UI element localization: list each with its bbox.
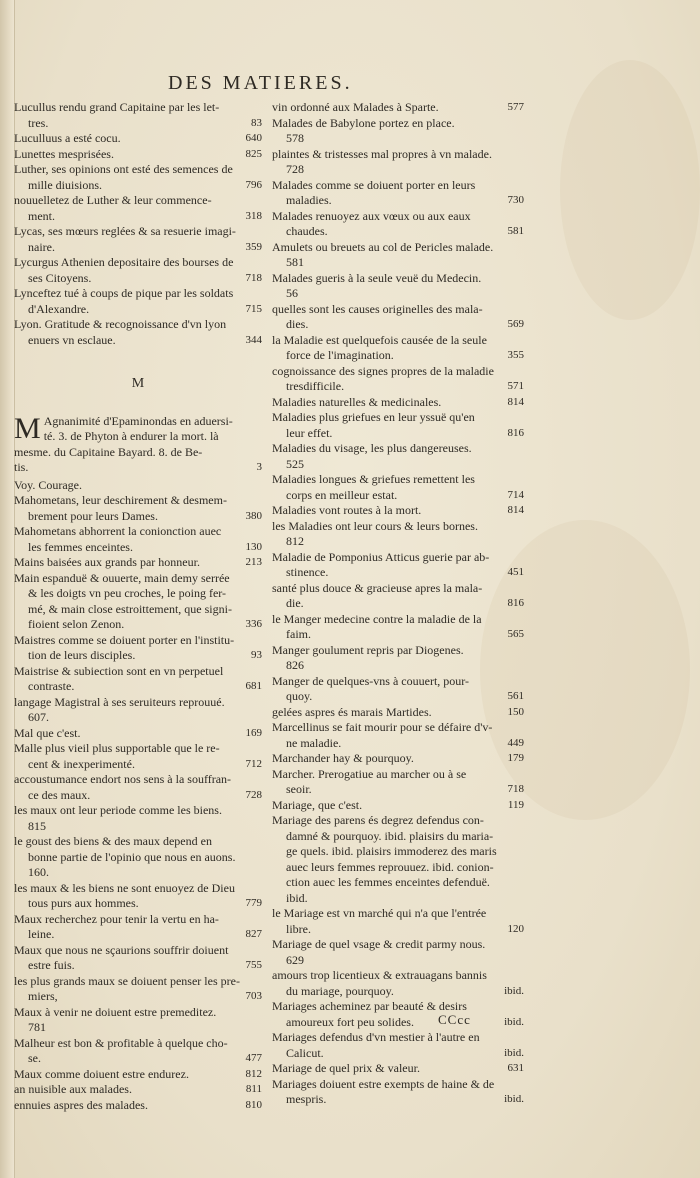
page-number: 640 bbox=[245, 132, 262, 144]
index-entry bbox=[14, 741, 262, 772]
entry-line: les plus grands maux se doiuent penser les pre- bbox=[14, 973, 240, 988]
entry-line: mesme. du Capitaine Bayard. 8. de Be- bbox=[14, 444, 203, 459]
entry-line: Voy. Courage. bbox=[14, 477, 82, 492]
page-number: 451 bbox=[507, 566, 524, 578]
entry-line: Mariage de quel vsage & credit parmy nous. bbox=[272, 937, 486, 951]
entry-line: Lyon. Gratitude & recognoissance d'vn lyon bbox=[14, 317, 227, 331]
entry-line: Lycurgus Athenien depositaire des bourses de bbox=[14, 255, 234, 269]
page-number: 477 bbox=[245, 1052, 262, 1064]
index-entry bbox=[272, 612, 524, 643]
page-number: 3 bbox=[256, 461, 262, 473]
page-number: 577 bbox=[507, 101, 524, 113]
entry-line: die. bbox=[286, 596, 304, 610]
entry-line: corps en meilleur estat. bbox=[286, 487, 398, 502]
page-number: 83 bbox=[251, 116, 262, 129]
page-number: 355 bbox=[507, 349, 524, 361]
entry-line: se. bbox=[28, 1051, 41, 1065]
entry-line: Maux comme doiuent estre endurez. bbox=[14, 1066, 189, 1081]
page-number: 811 bbox=[245, 1083, 262, 1095]
page-number: 565 bbox=[507, 628, 524, 640]
entry-line: quelles sont les causes originelles des mala- bbox=[272, 301, 483, 316]
entry-line: & les doigts vn peu croches, le poing fer- bbox=[28, 586, 227, 600]
index-entry bbox=[272, 364, 524, 395]
index-entry bbox=[272, 178, 524, 209]
entry-line: 826 bbox=[286, 658, 304, 672]
entry-line: Maladies longues & griefues remettent les bbox=[272, 472, 475, 486]
entry-line: Agnanimité d'Epaminondas en aduersi- bbox=[43, 413, 233, 428]
index-entry bbox=[272, 271, 524, 302]
entry-line: mille diuisions. bbox=[28, 177, 103, 192]
page-number: 715 bbox=[245, 302, 262, 315]
page-number: 569 bbox=[507, 318, 524, 330]
entry-line: leur effet. bbox=[286, 425, 333, 440]
entry-line: 525 bbox=[286, 456, 304, 471]
index-entry bbox=[272, 705, 524, 721]
entry-line: nouuelletez de Luther & leur commence- bbox=[14, 193, 212, 207]
entry-line: faim. bbox=[286, 627, 311, 641]
index-entry bbox=[14, 1036, 262, 1067]
entry-line: Lunettes mesprisées. bbox=[14, 146, 114, 161]
index-entry bbox=[14, 493, 262, 524]
entry-line: ment. bbox=[28, 208, 55, 223]
entry-line: dies. bbox=[286, 317, 309, 331]
entry-line: Lycas, ses mœurs reglées & sa resuerie imagi- bbox=[14, 224, 236, 238]
entry-line: Marchander hay & pourquoy. bbox=[272, 751, 414, 765]
entry-line: Lucullus rendu grand Capitaine par les let- bbox=[14, 100, 220, 114]
entry-line: amours trop licentieux & extrauagans bannis bbox=[272, 968, 487, 982]
page-gutter bbox=[0, 0, 15, 1178]
page-number: 816 bbox=[507, 597, 524, 609]
entry-line: 607. bbox=[28, 710, 49, 724]
entry-line: 578 bbox=[286, 131, 304, 145]
page-number: 827 bbox=[245, 928, 262, 940]
entry-line: damné & pourquoy. ibid. plaisirs du maria- bbox=[286, 828, 494, 843]
index-entry bbox=[14, 1098, 262, 1114]
page-number: 814 bbox=[507, 504, 524, 516]
entry-line: Mariages defendus d'vn mestier à l'autre en bbox=[272, 1030, 480, 1044]
entry-line: Mariages acheminez par beauté & desirs bbox=[272, 999, 467, 1013]
entry-line: le Mariage est vn marché qui n'a que l'entrée bbox=[272, 906, 487, 920]
entry-line: Mahometans, leur deschirement & desmem- bbox=[14, 493, 227, 507]
index-entry bbox=[272, 767, 524, 798]
index-column-left bbox=[14, 100, 262, 1113]
page-number: 816 bbox=[507, 426, 524, 439]
index-column-right bbox=[272, 100, 524, 1108]
index-entry bbox=[272, 798, 524, 814]
entry-line: leine. bbox=[28, 927, 55, 941]
entry-line: chaudes. bbox=[286, 224, 328, 238]
entry-line: Malades comme se doiuent porter en leurs bbox=[272, 177, 476, 192]
entry-line: ses Citoyens. bbox=[28, 270, 92, 285]
entry-line: Malades renuoyez aux vœux ou aux eaux bbox=[272, 208, 471, 223]
page-number: 718 bbox=[245, 271, 262, 284]
index-entry bbox=[272, 240, 524, 271]
entry-line: Mahometans abhorrent la conionction auec bbox=[14, 524, 222, 538]
index-entry bbox=[272, 395, 524, 411]
index-entry bbox=[272, 1061, 524, 1077]
index-entry bbox=[272, 999, 524, 1030]
page-number: 779 bbox=[245, 897, 262, 909]
index-entry bbox=[14, 912, 262, 943]
entry-line: 56 bbox=[286, 286, 298, 300]
entry-line: Marcellinus se fait mourir pour se défaire d'v- bbox=[272, 720, 493, 734]
index-entry bbox=[14, 317, 262, 348]
entry-line: estre fuis. bbox=[28, 958, 75, 972]
entry-line: cent & inexperimenté. bbox=[28, 756, 135, 771]
entry-line: Maistrise & subiection sont en vn perpetuel bbox=[14, 663, 224, 678]
page-number: ibid. bbox=[504, 1015, 524, 1028]
index-entry bbox=[272, 116, 524, 147]
index-entry bbox=[14, 1005, 262, 1036]
entry-line: ne maladie. bbox=[286, 735, 342, 750]
index-entry bbox=[14, 524, 262, 555]
entry-line: force de l'imagination. bbox=[286, 348, 394, 362]
entry-line: tis. bbox=[14, 460, 29, 474]
entry-line: Luculluus a esté cocu. bbox=[14, 131, 121, 145]
entry-line: fioient selon Zenon. bbox=[28, 617, 125, 631]
index-entry bbox=[272, 147, 524, 178]
entry-line: tion de leurs disciples. bbox=[28, 648, 136, 662]
page-number: 344 bbox=[245, 333, 262, 346]
index-entry bbox=[272, 1030, 524, 1061]
page-number: ibid. bbox=[504, 1046, 524, 1059]
entry-line: la Maladie est quelquefois causée de la seule bbox=[272, 332, 487, 347]
index-entry bbox=[272, 441, 524, 472]
entry-line: Luther, ses opinions ont esté des semences de bbox=[14, 162, 233, 176]
entry-line: gelées aspres és marais Martides. bbox=[272, 704, 432, 719]
entry-line: accoustumance endort nos sens à la souffran- bbox=[14, 772, 232, 786]
index-entry bbox=[14, 478, 262, 494]
index-entry bbox=[272, 209, 524, 240]
printer-signature: CCcc bbox=[438, 1012, 471, 1027]
index-entry bbox=[14, 834, 262, 881]
entry-line: santé plus douce & gracieuse apres la mala- bbox=[272, 580, 483, 595]
section-letter: M bbox=[131, 376, 145, 391]
entry-line: 812 bbox=[286, 534, 304, 548]
page-number: 755 bbox=[245, 959, 262, 971]
page-number: 120 bbox=[507, 922, 524, 935]
page-number: 814 bbox=[507, 395, 524, 408]
entry-line: le Manger medecine contre la maladie de la bbox=[272, 611, 482, 626]
entry-line: Mal que c'est. bbox=[14, 725, 81, 740]
entry-line: Calicut. bbox=[286, 1045, 324, 1060]
page-number: 169 bbox=[245, 726, 262, 739]
entry-line: enuers vn esclaue. bbox=[28, 332, 116, 347]
page-number: 730 bbox=[507, 194, 524, 206]
page-number: 728 bbox=[245, 788, 262, 801]
index-entry bbox=[272, 643, 524, 674]
index-entry bbox=[272, 968, 524, 999]
index-entry bbox=[14, 100, 262, 131]
page-number: 571 bbox=[507, 380, 524, 392]
entry-line: seoir. bbox=[286, 782, 312, 796]
page-number: 810 bbox=[245, 1098, 262, 1111]
index-entry bbox=[14, 555, 262, 571]
entry-line: cognoissance des signes propres de la maladie bbox=[272, 363, 494, 378]
entry-line: Maladies vont routes à la mort. bbox=[272, 503, 422, 517]
entry-line: miers, bbox=[28, 989, 58, 1003]
index-entry bbox=[14, 162, 262, 193]
entry-text bbox=[14, 411, 262, 476]
entry-line: les femmes enceintes. bbox=[28, 539, 133, 554]
page-header: DES MATIERES. bbox=[168, 72, 353, 94]
page-number: 213 bbox=[245, 556, 262, 568]
entry-line: mé, & main close estroittement, que signi- bbox=[28, 601, 232, 616]
paper-stain bbox=[560, 60, 700, 320]
entry-line: amoureux fort peu solides. bbox=[286, 1014, 414, 1029]
entry-line: les Maladies ont leur cours & leurs bornes. bbox=[272, 518, 478, 533]
index-entry bbox=[14, 726, 262, 742]
page-number: 336 bbox=[245, 618, 262, 630]
entry-line: Maux à venir ne doiuent estre premeditez. bbox=[14, 1004, 217, 1019]
index-entry-magnanimite bbox=[14, 411, 262, 476]
index-entry bbox=[14, 1067, 262, 1083]
entry-line: le goust des biens & des maux depend en bbox=[14, 834, 212, 848]
entry-line: 728 bbox=[286, 162, 304, 176]
page-number: 561 bbox=[507, 690, 524, 702]
entry-line: Mariage, que c'est. bbox=[272, 797, 363, 812]
page-number: ibid. bbox=[504, 984, 524, 997]
entry-line: Malle plus vieil plus supportable que le re- bbox=[14, 741, 220, 755]
page-number: 359 bbox=[245, 240, 262, 253]
index-entry bbox=[272, 906, 524, 937]
entry-line: 781 bbox=[28, 1020, 46, 1034]
index-entry bbox=[14, 772, 262, 803]
entry-line: 629 bbox=[286, 952, 304, 967]
index-entry bbox=[14, 147, 262, 163]
entry-line: Maistres comme se doiuent porter en l'institu- bbox=[14, 632, 235, 647]
entry-line: brement pour leurs Dames. bbox=[28, 508, 158, 523]
entry-line: Manger goulument repris par Diogenes. bbox=[272, 642, 464, 657]
index-entry bbox=[14, 633, 262, 664]
index-entry bbox=[14, 286, 262, 317]
page-number: 380 bbox=[245, 509, 262, 522]
page-number: 825 bbox=[245, 147, 262, 160]
page-number: 318 bbox=[245, 209, 262, 222]
index-entry bbox=[14, 571, 262, 633]
entry-line: tresdifficile. bbox=[286, 379, 345, 393]
index-entry bbox=[272, 674, 524, 705]
index-entries-m bbox=[14, 478, 262, 1114]
entry-line: stinence. bbox=[286, 565, 329, 579]
entry-line: langage Magistral à ses seruiteurs reprouué. bbox=[14, 694, 225, 709]
entry-line: Maux que nous ne sçaurions souffrir doiuent bbox=[14, 942, 229, 957]
index-entry bbox=[272, 519, 524, 550]
entry-line: 581 bbox=[286, 255, 304, 269]
page-number: 718 bbox=[507, 783, 524, 795]
entry-line: Malades gueris à la seule veuë du Medecin. bbox=[272, 270, 482, 285]
index-entries-l bbox=[14, 100, 262, 348]
entry-line: ennuies aspres des malades. bbox=[14, 1097, 148, 1112]
entry-line: Mariage des parens és degrez defendus con- bbox=[272, 813, 484, 827]
page-number: 681 bbox=[245, 680, 262, 692]
entry-line: maladies. bbox=[286, 193, 332, 207]
index-entries-right bbox=[272, 100, 524, 1108]
page-number: 703 bbox=[245, 990, 262, 1002]
entry-line: du mariage, pourquoy. bbox=[286, 983, 394, 998]
entry-line: Maux recherchez pour tenir la vertu en ha- bbox=[14, 911, 219, 926]
entry-line: mespris. bbox=[286, 1092, 327, 1106]
entry-line: vin ordonné aux Malades à Sparte. bbox=[272, 100, 439, 114]
index-entry bbox=[272, 720, 524, 751]
entry-line: contraste. bbox=[28, 679, 75, 693]
index-entry bbox=[272, 751, 524, 767]
entry-line: Mariages doiuent estre exempts de haine & de bbox=[272, 1076, 495, 1091]
page-number: 796 bbox=[245, 178, 262, 191]
entry-line: ibid. bbox=[286, 890, 308, 905]
entry-line: 160. bbox=[28, 865, 49, 879]
page-number: 631 bbox=[507, 1062, 524, 1074]
index-entry bbox=[272, 581, 524, 612]
entry-line: les maux ont leur periode comme les biens. bbox=[14, 803, 222, 817]
entry-line: plaintes & tristesses mal propres à vn malade. bbox=[272, 146, 492, 161]
entry-line: Lynceftez tué à coups de pique par les soldats bbox=[14, 286, 234, 300]
entry-line: Malheur est bon & profitable à quelque cho- bbox=[14, 1035, 228, 1050]
index-entry bbox=[272, 333, 524, 364]
entry-line: naire. bbox=[28, 239, 55, 254]
index-entry bbox=[14, 881, 262, 912]
entry-line: 815 bbox=[28, 818, 46, 833]
page-number: 93 bbox=[251, 649, 262, 661]
entry-line: auec leurs femmes reprouuez. ibid. conion- bbox=[286, 859, 494, 874]
drop-cap: M bbox=[14, 411, 41, 445]
entry-line: Mariage de quel prix & valeur. bbox=[272, 1061, 420, 1075]
entry-line: Mains baisées aux grands par honneur. bbox=[14, 555, 200, 569]
entry-line: d'Alexandre. bbox=[28, 301, 90, 316]
entry-line: ge quels. ibid. plaisirs immoderez des maris bbox=[286, 844, 497, 858]
page-number: 812 bbox=[245, 1067, 262, 1080]
page-number: ibid. bbox=[504, 1093, 524, 1105]
entry-line: an nuisible aux malades. bbox=[14, 1082, 132, 1096]
index-entry bbox=[14, 695, 262, 726]
index-entry bbox=[14, 131, 262, 147]
entry-line: Maladie de Pomponius Atticus guerie par ab- bbox=[272, 549, 490, 564]
index-entry bbox=[14, 1082, 262, 1098]
entry-line: Maladies du visage, les plus dangereuses. bbox=[272, 441, 472, 455]
index-entry bbox=[272, 1077, 524, 1108]
index-entry bbox=[14, 943, 262, 974]
entry-line: libre. bbox=[286, 921, 311, 936]
entry-line: té. 3. de Phyton à endurer la mort. là bbox=[43, 429, 219, 443]
page-number: 150 bbox=[507, 705, 524, 718]
index-entry bbox=[272, 550, 524, 581]
entry-line: tres. bbox=[28, 115, 49, 130]
index-entry bbox=[272, 503, 524, 519]
entry-line: quoy. bbox=[286, 689, 313, 703]
index-entry bbox=[14, 255, 262, 286]
index-entry bbox=[14, 803, 262, 834]
page-number: 714 bbox=[507, 488, 524, 501]
entry-line: ce des maux. bbox=[28, 787, 91, 802]
index-entry bbox=[14, 224, 262, 255]
entry-line: ction auec les femmes enceintes defenduë. bbox=[286, 875, 490, 889]
index-entry bbox=[272, 937, 524, 968]
entry-line: Manger de quelques-vns à couuert, pour- bbox=[272, 673, 470, 688]
page-number: 130 bbox=[245, 540, 262, 553]
entry-line: Malades de Babylone portez en place. bbox=[272, 115, 455, 130]
entry-line: tous purs aux hommes. bbox=[28, 896, 139, 910]
entry-line: Main espanduë & ouuerte, main demy serrée bbox=[14, 570, 230, 585]
entry-line: Marcher. Prerogatiue au marcher ou à se bbox=[272, 766, 467, 781]
index-entry bbox=[272, 302, 524, 333]
entry-line: les maux & les biens ne sont enuoyez de Dieu bbox=[14, 880, 235, 895]
page-number: 712 bbox=[245, 757, 262, 770]
index-entry bbox=[272, 472, 524, 503]
page-number: 179 bbox=[507, 752, 524, 764]
page-number: 119 bbox=[507, 798, 524, 811]
page-number: 581 bbox=[507, 225, 524, 237]
index-entry bbox=[14, 664, 262, 695]
index-entry bbox=[272, 100, 524, 116]
index-entry bbox=[272, 813, 524, 906]
entry-line: Maladies plus griefues en leur yssuë qu'en bbox=[272, 410, 475, 424]
entry-line: bonne partie de l'opinio que nous en auons. bbox=[28, 849, 236, 864]
entry-line: Maladies naturelles & medicinales. bbox=[272, 394, 442, 409]
index-entry bbox=[14, 974, 262, 1005]
entry-line: Amulets ou breuets au col de Pericles malade. bbox=[272, 239, 494, 254]
index-entry bbox=[14, 193, 262, 224]
page-number: 449 bbox=[507, 736, 524, 749]
index-entry bbox=[272, 410, 524, 441]
